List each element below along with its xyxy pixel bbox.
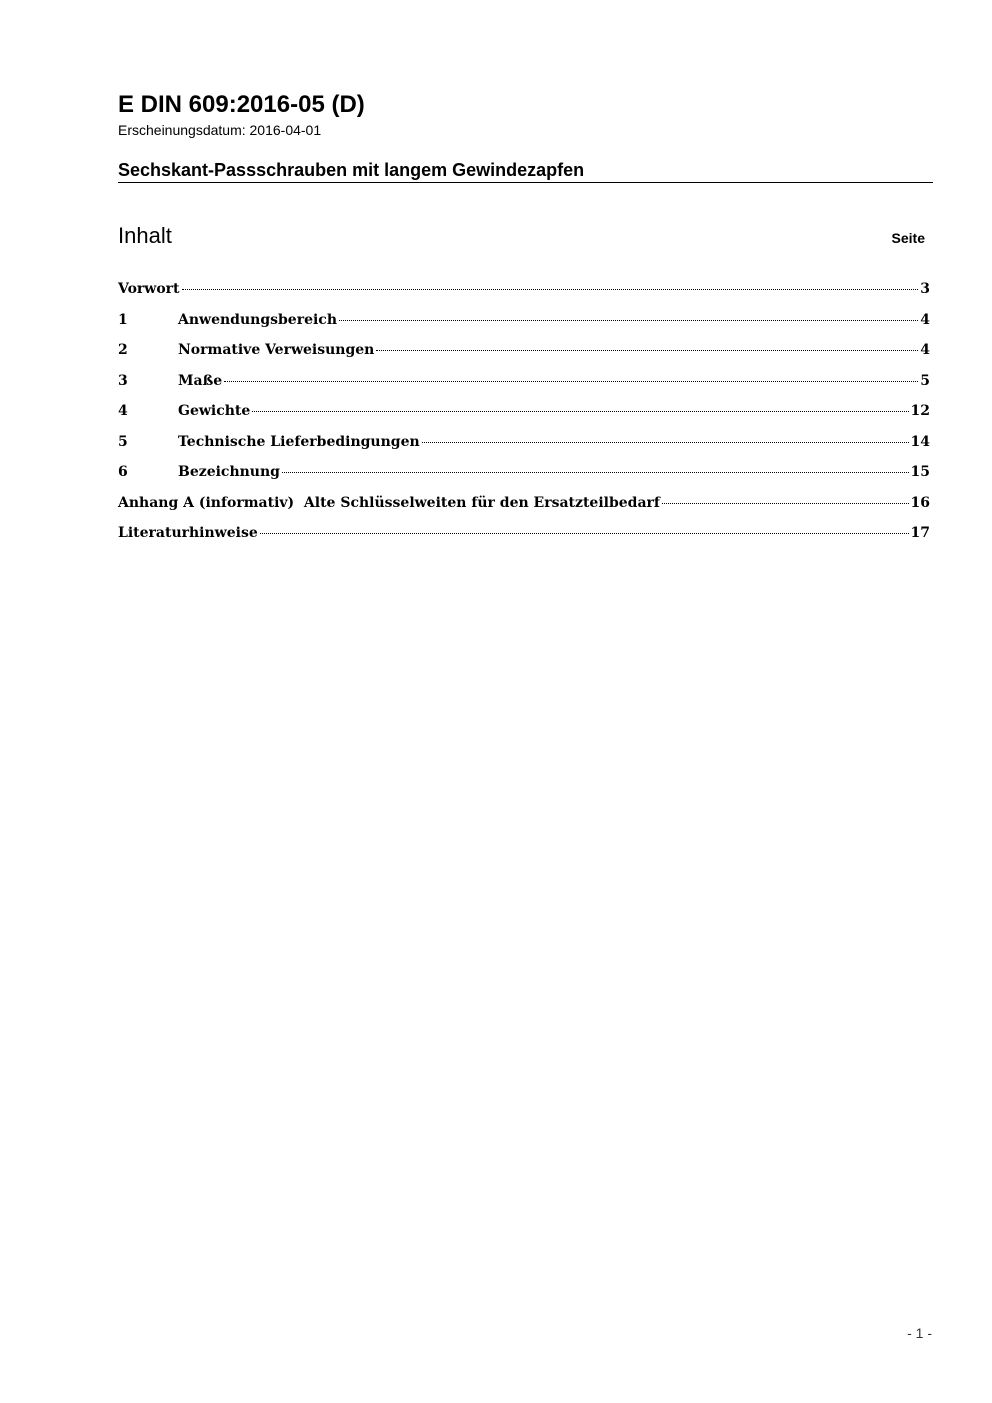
toc-entry-number: 5	[118, 433, 128, 450]
toc-entry-masse[interactable]	[118, 371, 930, 402]
document-subtitle: Sechskant-Passschrauben mit langem Gewindezapfen	[118, 160, 585, 180]
toc-entry-page: 14	[910, 433, 930, 450]
toc-entry-number: 2	[118, 342, 128, 358]
toc-entry-label: Literaturhinweise	[118, 525, 258, 541]
toc-entry-literaturhinweise[interactable]	[118, 523, 930, 554]
toc-entry-page: 12	[910, 403, 930, 419]
toc-dot-leader	[339, 320, 918, 321]
toc-page-column-heading: Seite	[891, 230, 925, 246]
toc-entry-number: 4	[118, 403, 128, 419]
toc-entry-page: 17	[910, 525, 930, 541]
toc-entry-page: 15	[910, 464, 930, 480]
toc-dot-leader	[182, 289, 919, 290]
toc-entry-page: 4	[920, 342, 930, 358]
toc-entry-label: Normative Verweisungen	[178, 342, 375, 358]
toc-entry-bezeichnung[interactable]	[118, 462, 930, 493]
toc-entry-page: 4	[920, 311, 930, 328]
toc-entry-page: 5	[920, 372, 930, 389]
toc-dot-leader	[376, 350, 918, 351]
publication-date: Erscheinungsdatum: 2016-04-01	[118, 122, 322, 138]
toc-entry-anwendungsbereich[interactable]	[118, 310, 930, 341]
toc-entry-anhang-a[interactable]	[118, 493, 930, 524]
table-of-contents	[118, 279, 930, 554]
toc-entry-page: 16	[910, 494, 930, 511]
toc-dot-leader	[252, 411, 908, 412]
toc-entry-number: 3	[118, 372, 128, 389]
toc-entry-label: Maße	[178, 372, 223, 389]
toc-entry-page: 3	[920, 281, 930, 297]
toc-dot-leader	[282, 472, 909, 473]
toc-entry-gewichte[interactable]	[118, 401, 930, 432]
toc-entry-number: 6	[118, 464, 128, 480]
toc-entry-vorwort[interactable]	[118, 279, 930, 310]
toc-entry-label: Vorwort	[118, 281, 180, 297]
toc-entry-label: Gewichte	[178, 403, 251, 419]
toc-dot-leader	[224, 381, 918, 382]
document-title: E DIN 609:2016-05 (D)	[118, 91, 365, 118]
toc-heading: Inhalt	[118, 223, 172, 248]
toc-entry-label: Technische Lieferbedingungen	[178, 433, 420, 450]
title-divider	[118, 182, 933, 183]
toc-dot-leader	[662, 503, 909, 504]
toc-dot-leader	[260, 533, 909, 534]
toc-entry-normative-verweisungen[interactable]	[118, 340, 930, 371]
toc-entry-technische-lieferbedingungen[interactable]	[118, 432, 930, 463]
toc-entry-label: Bezeichnung	[178, 464, 280, 480]
page-number: - 1 -	[907, 1325, 932, 1341]
toc-entry-label: Anhang A (informativ) Alte Schlüsselweiten für den Ersatzteilbedarf	[118, 494, 660, 511]
toc-entry-number: 1	[118, 311, 128, 328]
toc-entry-label: Anwendungsbereich	[178, 311, 337, 328]
toc-dot-leader	[422, 442, 909, 443]
